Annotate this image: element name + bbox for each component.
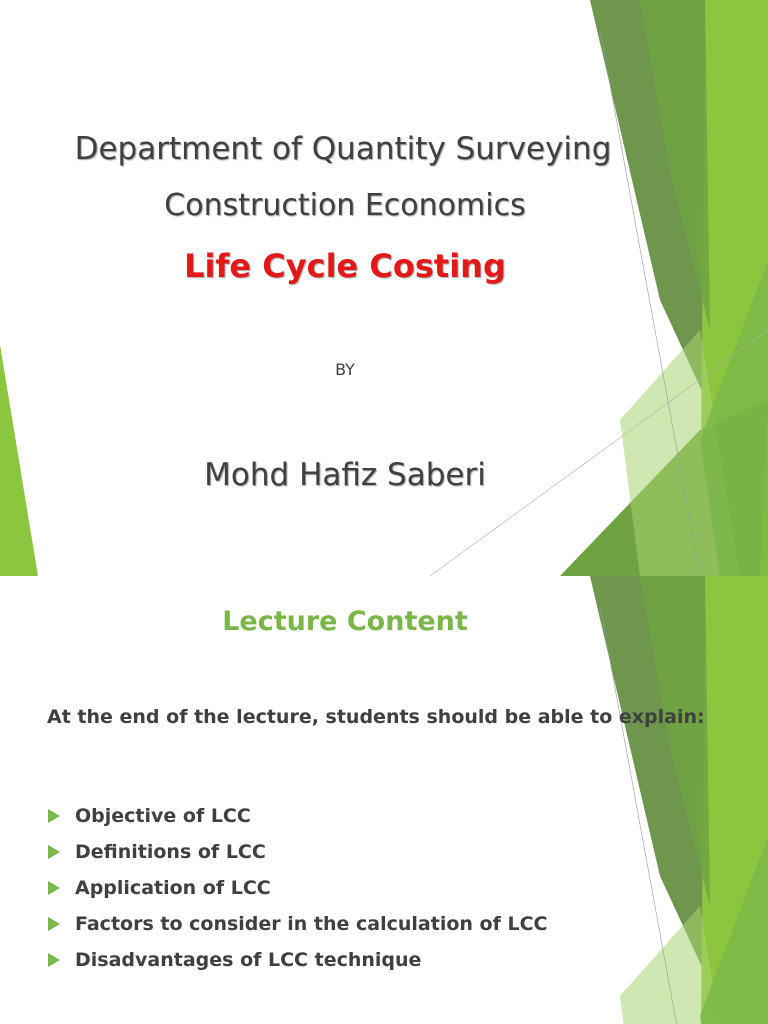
list-item xyxy=(47,912,547,948)
bullet-arrow-icon xyxy=(48,809,60,823)
list-item-text: Objective of LCC xyxy=(75,805,251,827)
list-item xyxy=(47,876,547,912)
course-title: Construction Economics xyxy=(164,188,526,223)
list-item-text: Application of LCC xyxy=(75,877,271,899)
bullet-arrow-icon xyxy=(48,845,60,859)
bullet-arrow-icon xyxy=(48,881,60,895)
list-item-text: Definitions of LCC xyxy=(75,841,266,863)
topic-title: Life Cycle Costing xyxy=(184,247,506,285)
objectives-list xyxy=(47,804,547,984)
list-item xyxy=(47,840,547,876)
author-name: Mohd Hafiz Saberi xyxy=(204,457,486,493)
list-item-text: Disadvantages of LCC technique xyxy=(75,949,422,971)
department-title: Department of Quantity Surveying xyxy=(74,131,612,167)
by-label: BY xyxy=(335,360,355,379)
bullet-arrow-icon xyxy=(48,917,60,931)
slide-title: Lecture Content xyxy=(222,606,468,637)
intro-text: At the end of the lecture, students should be able to explain: xyxy=(47,706,705,728)
content-slide xyxy=(0,576,768,1024)
bullet-arrow-icon xyxy=(48,953,60,967)
list-item xyxy=(47,948,547,984)
list-item xyxy=(47,804,547,840)
list-item-text: Factors to consider in the calculation of LCC xyxy=(75,913,548,935)
